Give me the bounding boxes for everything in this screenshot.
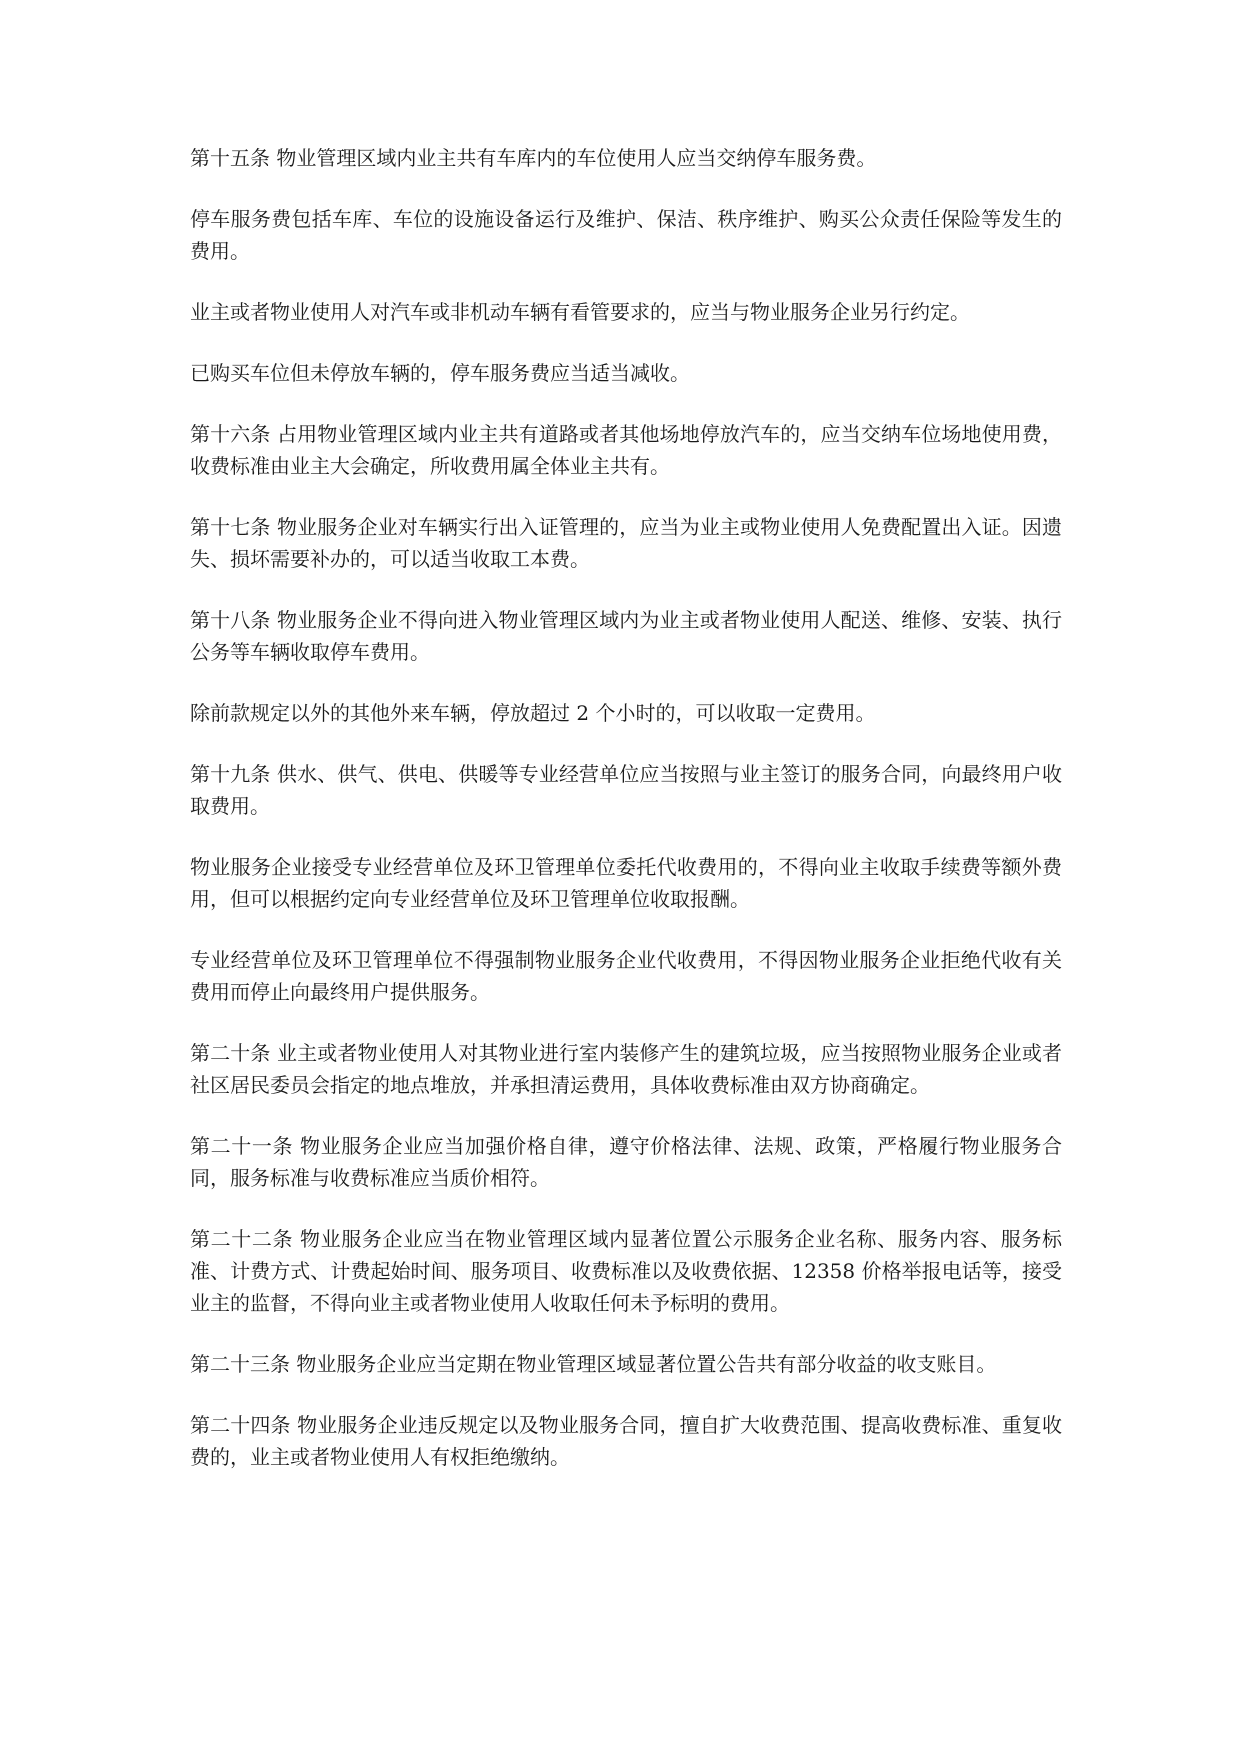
document-body xyxy=(190,142,1062,1502)
article-20-paragraph: 第二十条 业主或者物业使用人对其物业进行室内装修产生的建筑垃圾，应当按照物业服务企业或者社区居民委员会指定的地点堆放，并承担清运费用，具体收费标准由双方协商确定。 xyxy=(190,1041,1062,1097)
article-22-paragraph: 第二十二条 物业服务企业应当在物业管理区域内显著位置公示服务企业名称、服务内容、服务标准、计费方式、计费起始时间、服务项目、收费标准以及收费依据、12358 价格举报电话等，接受业主的监督，不得向业主或者物业使用人收取任何未予标明的费用。 xyxy=(190,1227,1062,1315)
external-vehicle-paragraph: 除前款规定以外的其他外来车辆，停放超过 2 个小时的，可以收取一定费用。 xyxy=(190,701,876,725)
commissioned-collection-paragraph: 物业服务企业接受专业经营单位及环卫管理单位委托代收费用的，不得向业主收取手续费等额外费用，但可以根据约定向专业经营单位及环卫管理单位收取报酬。 xyxy=(190,855,1062,911)
article-16-paragraph: 第十六条 占用物业管理区域内业主共有道路或者其他场地停放汽车的，应当交纳车位场地使用费，收费标准由业主大会确定，所收费用属全体业主共有。 xyxy=(190,422,1062,478)
unused-space-reduction-paragraph: 已购买车位但未停放车辆的，停车服务费应当适当减收。 xyxy=(190,361,690,385)
parking-fee-scope-paragraph: 停车服务费包括车库、车位的设施设备运行及维护、保洁、秩序维护、购买公众责任保险等发生的费用。 xyxy=(190,207,1062,263)
article-23-paragraph: 第二十三条 物业服务企业应当定期在物业管理区域显著位置公告共有部分收益的收支账目。 xyxy=(190,1352,997,1376)
no-forced-collection-paragraph: 专业经营单位及环卫管理单位不得强制物业服务企业代收费用，不得因物业服务企业拒绝代收有关费用而停止向最终用户提供服务。 xyxy=(190,948,1062,1004)
article-21-paragraph: 第二十一条 物业服务企业应当加强价格自律，遵守价格法律、法规、政策，严格履行物业服务合同，服务标准与收费标准应当质价相符。 xyxy=(190,1134,1062,1190)
article-18-paragraph: 第十八条 物业服务企业不得向进入物业管理区域内为业主或者物业使用人配送、维修、安装、执行公务等车辆收取停车费用。 xyxy=(190,608,1062,664)
article-24-paragraph: 第二十四条 物业服务企业违反规定以及物业服务合同，擅自扩大收费范围、提高收费标准、重复收费的，业主或者物业使用人有权拒绝缴纳。 xyxy=(190,1413,1062,1469)
article-19-paragraph: 第十九条 供水、供气、供电、供暖等专业经营单位应当按照与业主签订的服务合同，向最终用户收取费用。 xyxy=(190,762,1062,818)
article-15-paragraph: 第十五条 物业管理区域内业主共有车库内的车位使用人应当交纳停车服务费。 xyxy=(190,146,877,170)
vehicle-custody-paragraph: 业主或者物业使用人对汽车或非机动车辆有看管要求的，应当与物业服务企业另行约定。 xyxy=(190,300,970,324)
article-17-paragraph: 第十七条 物业服务企业对车辆实行出入证管理的，应当为业主或物业使用人免费配置出入证。因遗失、损坏需要补办的，可以适当收取工本费。 xyxy=(190,515,1062,571)
